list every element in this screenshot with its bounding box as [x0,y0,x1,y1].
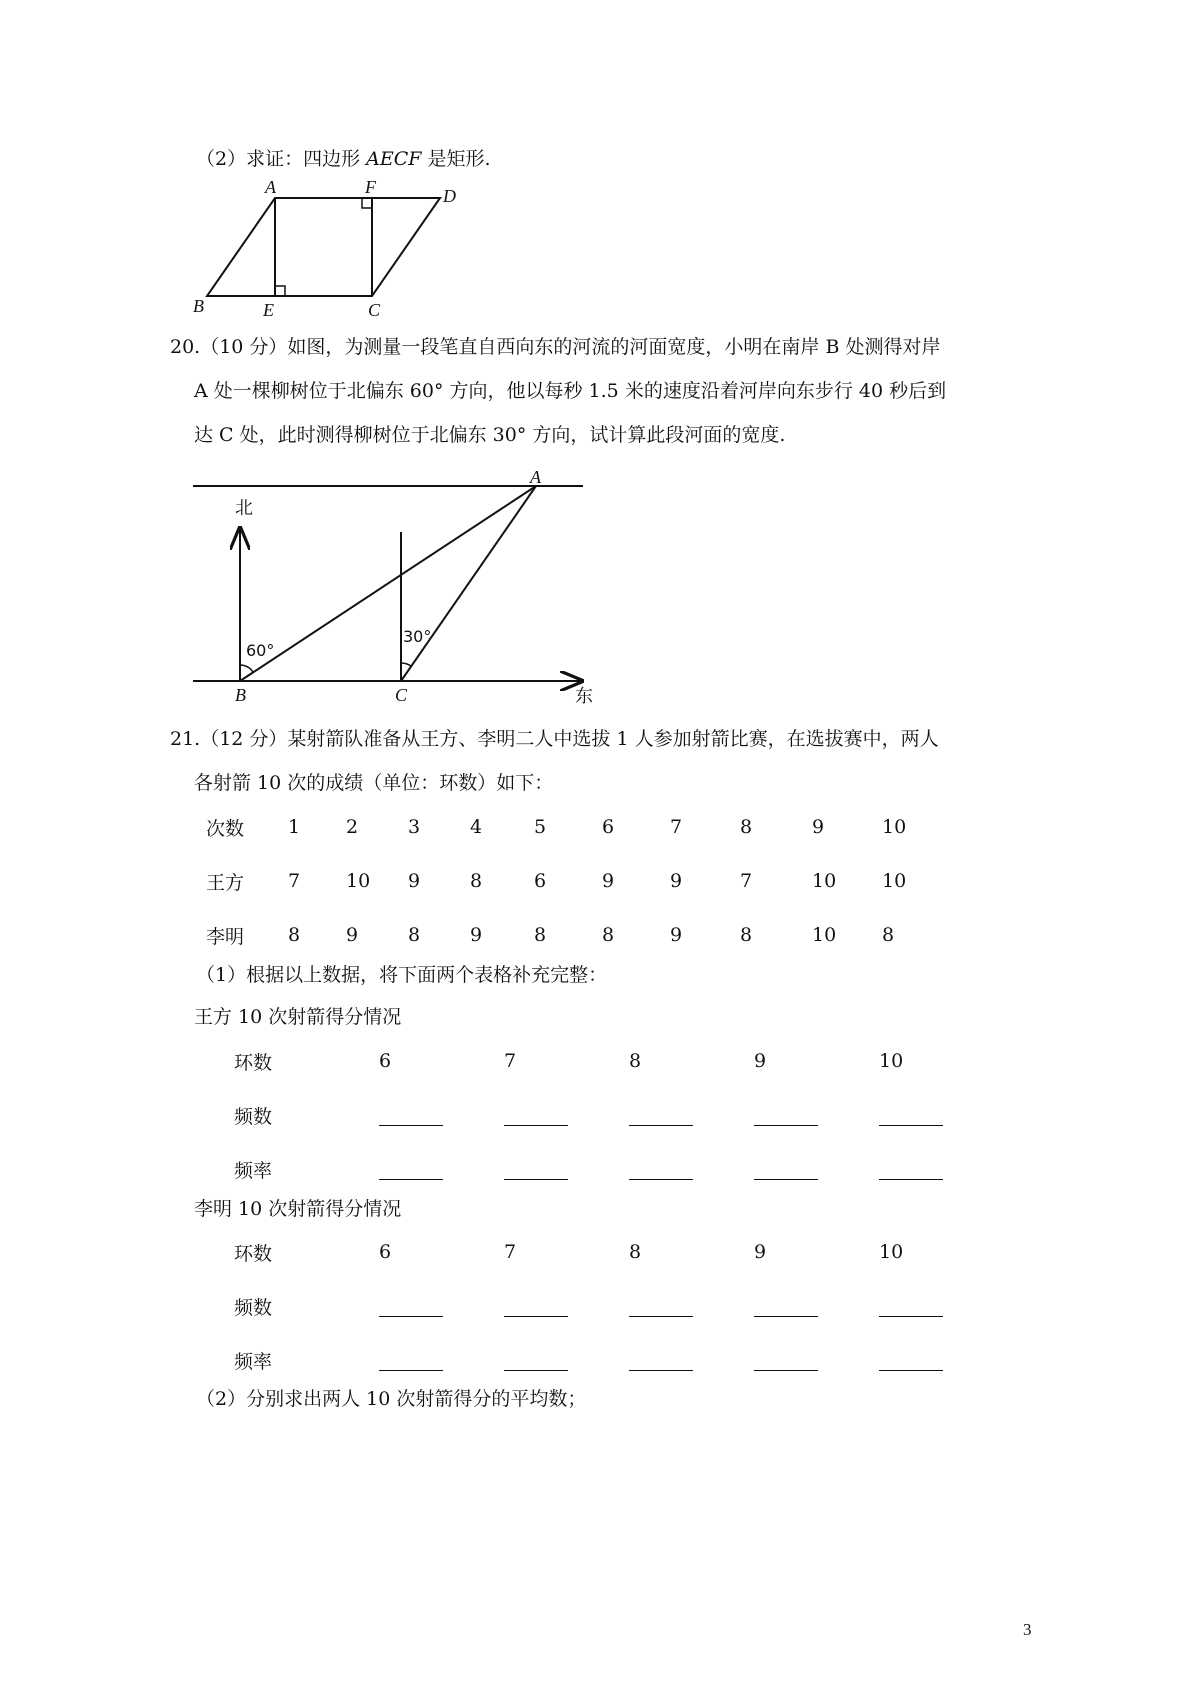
scores-cell: 9 [346,924,359,946]
q20-line3: 达 C 处，此时测得柳树位于北偏东 30° 方向，试计算此段河面的宽度. [194,424,786,446]
answer-blank[interactable] [754,1105,818,1126]
answer-blank[interactable] [379,1350,443,1371]
wang-frequency-table [234,1034,949,1196]
freq-header-cell: 环数 [234,1051,273,1074]
freq-header-cell: 6 [379,1050,392,1072]
page-number: 3 [1023,1620,1032,1639]
freq-header-row [234,1034,949,1088]
q21-line2: 各射箭 10 次的成绩（单位：环数）如下： [194,772,554,794]
scores-cell: 8 [408,924,421,946]
freq-row-label: 频率 [234,1159,273,1182]
scores-cell: 8 [740,924,753,946]
scores-cell: 8 [602,924,615,946]
answer-blank[interactable] [504,1159,568,1180]
scores-header-cell: 3 [408,816,421,838]
scores-cell: 10 [812,924,837,946]
angle-label-30: 30° [403,627,432,646]
freq-row-label: 频率 [234,1350,273,1373]
freq-header-cell: 6 [379,1241,392,1263]
scores-cell: 王方 [206,871,245,894]
scores-cell: 9 [602,870,615,892]
point-d-label: D [443,186,456,206]
point-c-label: C [368,300,381,320]
freq-header-cell: 8 [629,1050,642,1072]
right-angle-mark-f [362,198,372,208]
q21-part2: （2）分别求出两人 10 次射箭得分的平均数； [196,1388,587,1410]
north-label: 北 [235,498,253,519]
scores-cell: 9 [408,870,421,892]
answer-blank[interactable] [754,1296,818,1317]
answer-blank[interactable] [629,1105,693,1126]
parallelogram-outline [207,198,440,296]
freq-header-cell: 8 [629,1241,642,1263]
point-a-label: A [265,178,276,197]
answer-blank[interactable] [379,1296,443,1317]
freq-rate-row [234,1142,949,1196]
answer-blank[interactable] [504,1296,568,1317]
scores-header-cell: 1 [288,816,301,838]
q21-line1: 21.（12 分）某射箭队准备从王方、李明二人中选拔 1 人参加射箭比赛，在选拔赛中，两人 [170,728,939,750]
answer-blank[interactable] [879,1105,943,1126]
answer-blank[interactable] [504,1105,568,1126]
li-table-title: 李明 10 次射箭得分情况 [194,1198,402,1220]
freq-header-row [234,1225,949,1279]
wang-table-title: 王方 10 次射箭得分情况 [194,1006,402,1028]
freq-header-cell: 10 [879,1241,904,1263]
answer-blank[interactable] [879,1350,943,1371]
scores-cell: 10 [346,870,371,892]
q20-line2: A 处一棵柳树位于北偏东 60° 方向，他以每秒 1.5 米的速度沿着河岸向东步行 40 秒后到 [194,380,947,402]
scores-cell: 7 [740,870,753,892]
freq-header-cell: 7 [504,1241,517,1263]
scores-row-li [206,908,922,962]
scores-cell: 8 [470,870,483,892]
right-angle-mark-e [275,286,285,296]
segment-ca [401,486,536,681]
angle-label-60: 60° [246,641,275,660]
answer-blank[interactable] [379,1105,443,1126]
answer-blank[interactable] [879,1296,943,1317]
answer-blank[interactable] [879,1159,943,1180]
point-b-label: B [193,296,204,316]
answer-blank[interactable] [629,1350,693,1371]
li-frequency-table [234,1225,949,1387]
scores-header-cell: 9 [812,816,825,838]
scores-header-row [206,800,922,854]
scores-cell: 10 [882,870,907,892]
freq-header-cell: 9 [754,1241,767,1263]
river-figure [185,470,605,710]
point-a-label: A [530,470,541,487]
point-c-label: C [395,685,408,705]
scores-header-cell: 8 [740,816,753,838]
scores-cell: 9 [670,870,683,892]
freq-header-cell: 9 [754,1050,767,1072]
parallelogram-figure [185,178,485,323]
freq-rate-row [234,1333,949,1387]
point-e-label: E [263,300,274,320]
scores-header-cell: 4 [470,816,483,838]
scores-table [206,800,922,962]
scores-cell: 9 [470,924,483,946]
east-label: 东 [575,686,593,707]
scores-header-cell: 7 [670,816,683,838]
scores-cell: 9 [670,924,683,946]
freq-header-cell: 7 [504,1050,517,1072]
answer-blank[interactable] [504,1350,568,1371]
scores-row-wang [206,854,922,908]
scores-header-cell: 6 [602,816,615,838]
point-b-label: B [235,685,246,705]
answer-blank[interactable] [754,1159,818,1180]
scores-header-cell: 次数 [206,817,245,840]
scores-header-cell: 10 [882,816,907,838]
answer-blank[interactable] [629,1296,693,1317]
q19-part2: （2）求证：四边形 AECF 是矩形. [196,148,491,170]
q21-part1: （1）根据以上数据，将下面两个表格补充完整： [196,964,608,986]
angle-arc-b [240,665,253,672]
q20-line1: 20.（10 分）如图，为测量一段笔直自西向东的河流的河面宽度，小明在南岸 B 处测得对岸 [170,336,941,358]
scores-header-cell: 5 [534,816,547,838]
point-f-label: F [365,178,376,197]
freq-row-label: 频数 [234,1105,273,1128]
scores-cell: 李明 [206,925,245,948]
freq-count-row [234,1279,949,1333]
freq-row-label: 频数 [234,1296,273,1319]
freq-count-row [234,1088,949,1142]
scores-cell: 7 [288,870,301,892]
answer-blank[interactable] [754,1350,818,1371]
segment-ba [240,486,536,681]
scores-cell: 8 [882,924,895,946]
scores-header-cell: 2 [346,816,359,838]
answer-blank[interactable] [629,1159,693,1180]
answer-blank[interactable] [379,1159,443,1180]
freq-header-cell: 环数 [234,1242,273,1265]
scores-cell: 6 [534,870,547,892]
freq-header-cell: 10 [879,1050,904,1072]
scores-cell: 8 [534,924,547,946]
scores-cell: 10 [812,870,837,892]
angle-arc-c [401,663,411,666]
scores-cell: 8 [288,924,301,946]
